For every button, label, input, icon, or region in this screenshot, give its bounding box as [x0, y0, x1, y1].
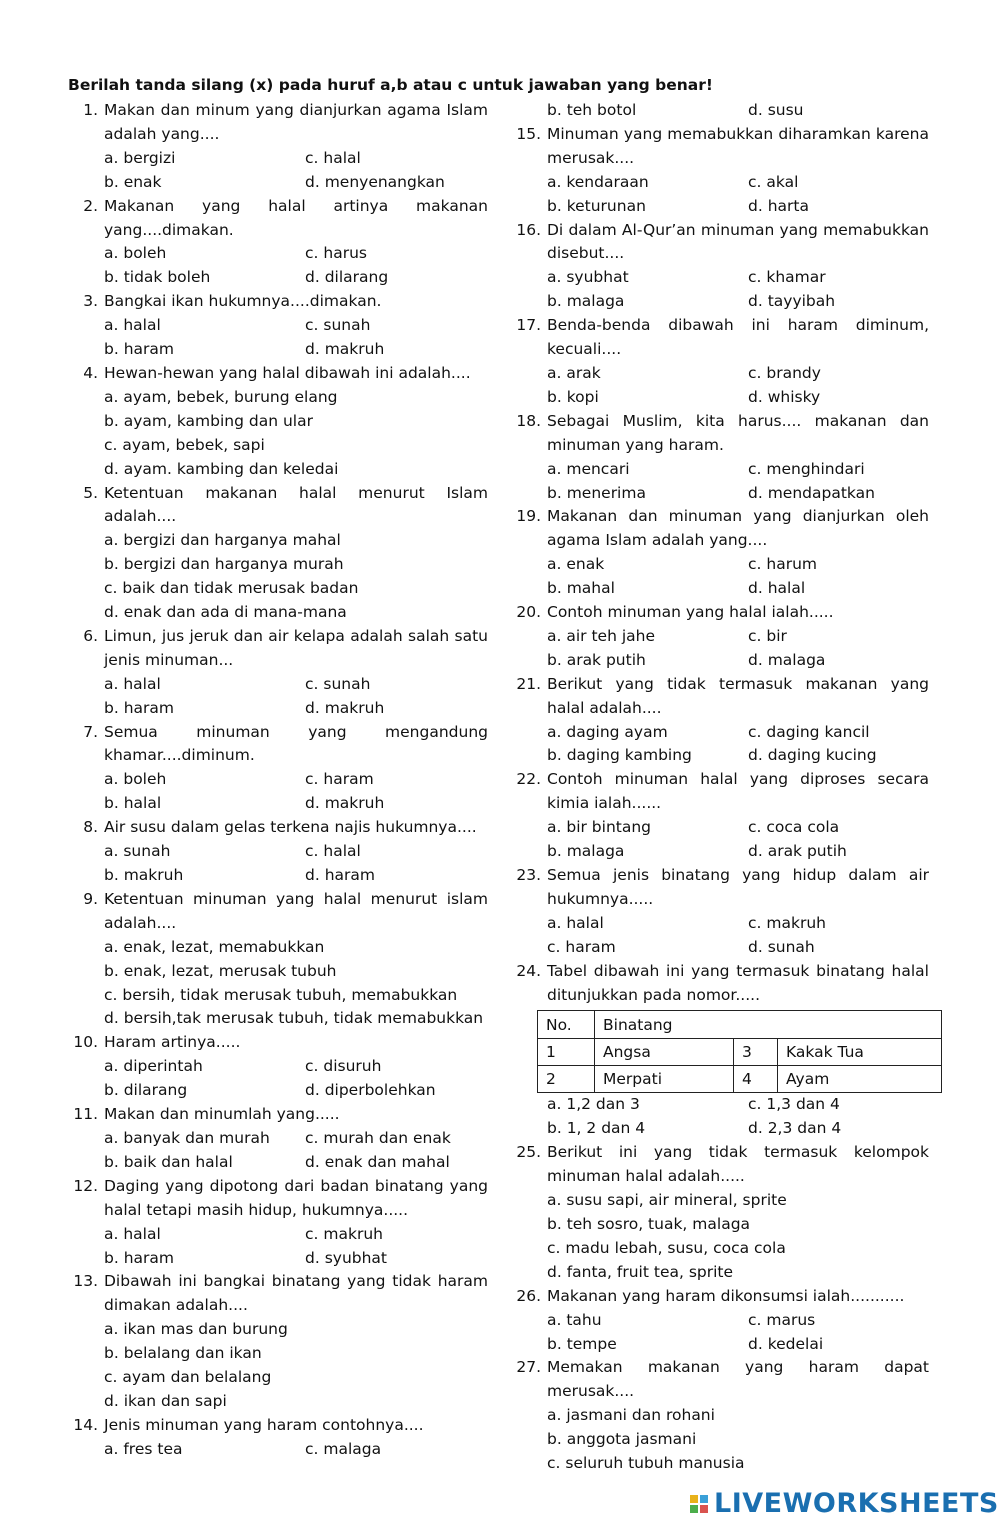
option-row: [547, 458, 929, 482]
left-column: [70, 99, 488, 1462]
option-row: [547, 840, 929, 864]
option-row: [547, 816, 929, 840]
question-text: Sebagai Muslim, kita harus.... makanan dan minuman yang haram.: [547, 411, 929, 454]
question: [513, 768, 929, 864]
question: [70, 816, 488, 888]
option-row: [547, 386, 929, 410]
option[interactable]: c. khamar: [748, 268, 826, 287]
option[interactable]: c. makruh: [305, 1224, 383, 1243]
option-row: [547, 171, 929, 195]
option-row: [104, 1247, 488, 1271]
question-number: 26.: [516, 1286, 541, 1305]
option-row: [104, 792, 488, 816]
option[interactable]: a. fres tea: [104, 1439, 183, 1458]
option[interactable]: b. baik dan halal: [104, 1152, 233, 1171]
option-row: [104, 171, 488, 195]
question: [70, 625, 488, 721]
option[interactable]: d. susu: [748, 101, 804, 119]
question: [70, 1103, 488, 1175]
question-number: 18.: [516, 411, 541, 430]
question-text: Tabel dibawah ini yang termasuk binatang halal ditunjukkan pada nomor.....: [547, 961, 929, 1004]
option[interactable]: d. ikan dan sapi: [104, 1391, 227, 1410]
option-row: [547, 912, 929, 936]
question: [513, 505, 929, 601]
option[interactable]: a. boleh: [104, 244, 167, 263]
table-cell: Kakak Tua: [778, 1039, 942, 1066]
question-text: Contoh minuman yang halal ialah.....: [547, 603, 834, 622]
question-number: 19.: [516, 507, 541, 526]
option[interactable]: d. syubhat: [305, 1248, 388, 1267]
table-header-cell: No.: [538, 1011, 595, 1039]
liveworksheets-logo-icon: [690, 1495, 708, 1513]
question: [70, 721, 488, 817]
question: [70, 290, 488, 362]
option-row: [547, 649, 929, 673]
right-column: [513, 99, 929, 1476]
option[interactable]: b. menerima: [547, 483, 646, 502]
option[interactable]: d. whisky: [748, 387, 821, 406]
question: [70, 1414, 488, 1462]
option[interactable]: c. disuruh: [305, 1057, 382, 1076]
option[interactable]: c. madu lebah, susu, coca cola: [547, 1238, 786, 1257]
option[interactable]: a. jasmani dan rohani: [547, 1406, 715, 1425]
option-row: [547, 577, 929, 601]
option-row: [547, 625, 929, 649]
option[interactable]: c. menghindari: [748, 459, 865, 478]
question: [70, 99, 488, 195]
question-number: 23.: [516, 866, 541, 884]
question-number: 5.: [83, 483, 98, 502]
option-list: [547, 1404, 929, 1476]
option[interactable]: c. malaga: [305, 1439, 382, 1458]
option[interactable]: d. enak dan ada di mana-mana: [104, 603, 347, 622]
question-text: Ketentuan makanan halal menurut Islam adalah....: [104, 483, 488, 526]
option[interactable]: a. banyak dan murah: [104, 1128, 270, 1147]
option[interactable]: c. akal: [748, 172, 799, 191]
option[interactable]: a. boleh: [104, 770, 167, 789]
option[interactable]: a. mencari: [547, 459, 630, 478]
question-number: 7.: [83, 722, 98, 741]
option[interactable]: c. halal: [305, 842, 361, 861]
question-text: Semua jenis binatang yang hidup dalam air hukumnya.....: [547, 866, 929, 908]
option[interactable]: a. syubhat: [547, 268, 629, 287]
question-text: Berikut yang tidak termasuk makanan yang halal adalah....: [547, 674, 929, 717]
option[interactable]: b. makruh: [104, 866, 184, 884]
option[interactable]: a. susu sapi, air mineral, sprite: [547, 1191, 787, 1210]
option[interactable]: d. halal: [748, 579, 806, 598]
option[interactable]: b. haram: [104, 1248, 174, 1267]
option-row: [547, 99, 929, 123]
option[interactable]: b. teh botol: [547, 101, 637, 119]
option[interactable]: d. bersih,tak merusak tubuh, tidak memabukkan: [104, 1009, 484, 1028]
option[interactable]: b. bergizi dan harganya murah: [104, 555, 344, 574]
option-row: [547, 1117, 929, 1141]
option[interactable]: b. anggota jasmani: [547, 1430, 697, 1449]
question-number: 27.: [516, 1358, 541, 1377]
question-text: Jenis minuman yang haram contohnya....: [104, 1415, 424, 1434]
option[interactable]: b. teh sosro, tuak, malaga: [547, 1214, 751, 1233]
option[interactable]: a. halal: [104, 1224, 161, 1243]
option[interactable]: a. bir bintang: [547, 818, 652, 837]
question-number: 6.: [83, 626, 98, 645]
option[interactable]: a. halal: [104, 316, 161, 335]
option[interactable]: b. halal: [104, 794, 162, 813]
question-text: Hewan-hewan yang halal dibawah ini adalah....: [104, 363, 471, 382]
option[interactable]: d. tayyibah: [748, 292, 836, 311]
question-text: Berikut ini yang tidak termasuk kelompok minuman halal adalah.....: [547, 1143, 929, 1186]
question: [513, 219, 929, 315]
question-number: 4.: [83, 363, 98, 382]
animal-table: [537, 1010, 942, 1093]
question-number: 21.: [516, 674, 541, 693]
option[interactable]: b. kopi: [547, 387, 599, 406]
table-cell: Merpati: [595, 1066, 734, 1093]
question-text: Limun, jus jeruk dan air kelapa adalah salah satu jenis minuman...: [104, 626, 488, 669]
option-row: [104, 673, 488, 697]
option[interactable]: a. bergizi dan harganya mahal: [104, 531, 341, 550]
option-row: [547, 721, 929, 745]
option-row: [104, 1127, 488, 1151]
question-number: 3.: [83, 292, 98, 311]
option[interactable]: c. seluruh tubuh manusia: [547, 1454, 745, 1473]
question: [70, 1270, 488, 1413]
option[interactable]: b. arak putih: [547, 650, 646, 669]
liveworksheets-logo: [690, 1488, 999, 1519]
option[interactable]: d. makruh: [305, 794, 385, 813]
option-row: [104, 266, 488, 290]
question-number: 10.: [73, 1033, 98, 1052]
option[interactable]: c. marus: [748, 1310, 816, 1329]
option[interactable]: a. arak: [547, 363, 601, 382]
option[interactable]: d. diperbolehkan: [305, 1081, 436, 1100]
option-row: [104, 1438, 488, 1462]
option[interactable]: b. haram: [104, 340, 174, 359]
question-text: Dibawah ini bangkai binatang yang tidak haram dimakan adalah....: [104, 1272, 488, 1315]
question: [70, 362, 488, 482]
question: [513, 601, 929, 673]
option[interactable]: c. halal: [305, 148, 361, 167]
option[interactable]: c. coca cola: [748, 818, 840, 837]
question-text: Di dalam Al-Qur’an minuman yang memabukkan disebut....: [547, 220, 929, 263]
option-row: [547, 482, 929, 506]
option[interactable]: c. bersih, tidak merusak tubuh, memabukkan: [104, 985, 458, 1004]
question-text: Semua minuman yang mengandung khamar....diminum.: [104, 722, 488, 765]
option[interactable]: a. halal: [104, 674, 161, 693]
option[interactable]: b. belalang dan ikan: [104, 1344, 262, 1363]
instruction-heading: Berilah tanda silang (x) pada huruf a,b atau c untuk jawaban yang benar!: [68, 76, 713, 94]
option[interactable]: a. daging ayam: [547, 722, 668, 741]
option[interactable]: d. makruh: [305, 698, 385, 717]
option[interactable]: b. tempe: [547, 1334, 617, 1353]
question-number: 11.: [73, 1105, 98, 1124]
option[interactable]: d. mendapatkan: [748, 483, 875, 502]
option[interactable]: d. enak dan mahal: [305, 1152, 450, 1171]
option[interactable]: c. sunah: [305, 316, 371, 335]
question-number: 15.: [516, 124, 541, 143]
question-text: Makanan dan minuman yang dianjurkan oleh agama Islam adalah yang....: [547, 507, 929, 550]
question-number: 25.: [516, 1143, 541, 1162]
question-number: 8.: [83, 818, 98, 837]
question-text: Haram artinya.....: [104, 1033, 241, 1052]
option-row: [104, 147, 488, 171]
option[interactable]: d. kedelai: [748, 1334, 824, 1353]
option-row: [104, 1055, 488, 1079]
option-row: [547, 362, 929, 386]
question: [513, 123, 929, 219]
question: [70, 482, 488, 625]
option[interactable]: a. kendaraan: [547, 172, 649, 191]
option[interactable]: c. bir: [748, 626, 787, 645]
option[interactable]: b. enak, lezat, merusak tubuh: [104, 961, 337, 980]
question: [70, 195, 488, 291]
table-cell: Ayam: [778, 1066, 942, 1093]
option[interactable]: b. mahal: [547, 579, 615, 598]
question-text: Makan dan minumlah yang.....: [104, 1105, 340, 1124]
option[interactable]: a. sunah: [104, 842, 171, 861]
option-row: [547, 1333, 929, 1357]
question-number: 1.: [83, 101, 98, 119]
option-row: [547, 1093, 929, 1117]
option[interactable]: d. ayam. kambing dan keledai: [104, 459, 339, 478]
option[interactable]: a. enak: [547, 555, 605, 574]
question-text: Ketentuan minuman yang halal menurut islam adalah....: [104, 889, 488, 932]
option[interactable]: d. harta: [748, 196, 809, 215]
question: [70, 1175, 488, 1271]
option[interactable]: c. brandy: [748, 363, 821, 382]
question: [513, 314, 929, 410]
option[interactable]: b. dilarang: [104, 1081, 188, 1100]
question-text: Makanan yang halal artinya makanan yang....dimakan.: [104, 196, 488, 239]
option[interactable]: a. halal: [547, 913, 604, 932]
option[interactable]: d. 2,3 dan 4: [748, 1119, 842, 1138]
option-row: [104, 338, 488, 362]
option[interactable]: b. malaga: [547, 842, 625, 861]
option-row: [104, 314, 488, 338]
option[interactable]: c. 1,3 dan 4: [748, 1095, 840, 1114]
question-number: 9.: [83, 889, 98, 908]
question-number: 12.: [73, 1176, 98, 1195]
option[interactable]: c. ayam, bebek, sapi: [104, 435, 265, 454]
option-list: [104, 529, 488, 625]
option-row: [547, 290, 929, 314]
right-question-list: [513, 123, 929, 960]
option[interactable]: c. haram: [305, 770, 374, 789]
option-row: [547, 936, 929, 960]
option-row: [104, 1079, 488, 1103]
option[interactable]: c. daging kancil: [748, 722, 870, 741]
table-cell: 2: [538, 1066, 595, 1093]
question-26: [513, 1285, 929, 1357]
question: [70, 888, 488, 1031]
question-24: [513, 960, 929, 1142]
option[interactable]: d. daging kucing: [748, 746, 877, 765]
table-row: [538, 1039, 942, 1066]
option[interactable]: c. sunah: [305, 674, 371, 693]
option[interactable]: c. haram: [547, 937, 616, 956]
option[interactable]: a. ikan mas dan burung: [104, 1320, 288, 1339]
option[interactable]: c. makruh: [748, 913, 826, 932]
question-number: 16.: [516, 220, 541, 239]
question: [513, 410, 929, 506]
question: [70, 1031, 488, 1103]
option-row: [104, 1223, 488, 1247]
question-number: 22.: [516, 770, 541, 789]
option-list: [104, 386, 488, 482]
question-number: 20.: [516, 603, 541, 622]
question: [513, 673, 929, 769]
option[interactable]: d. haram: [305, 866, 375, 884]
question-text: Daging yang dipotong dari badan binatang yang halal tetapi masih hidup, hukumnya.....: [104, 1176, 488, 1219]
option-row: [104, 242, 488, 266]
table-header-cell: Binatang: [595, 1011, 942, 1039]
option[interactable]: a. diperintah: [104, 1057, 203, 1076]
question-text: Contoh minuman halal yang diproses secara kimia ialah......: [547, 770, 929, 813]
question-text: Air susu dalam gelas terkena najis hukumnya....: [104, 818, 477, 837]
question-text: Minuman yang memabukkan diharamkan karena merusak....: [547, 124, 929, 167]
logo-text: LIVEWORKSHEETS: [714, 1488, 999, 1519]
question-14-continued: [513, 99, 929, 123]
option-list: [104, 936, 488, 1032]
option[interactable]: b. ayam, kambing dan ular: [104, 411, 313, 430]
option[interactable]: d. dilarang: [305, 268, 389, 287]
table-cell: 1: [538, 1039, 595, 1066]
option[interactable]: a. tahu: [547, 1310, 602, 1329]
option[interactable]: c. ayam dan belalang: [104, 1368, 272, 1387]
question-number: 17.: [516, 316, 541, 335]
question-text: Memakan makanan yang haram dapat merusak....: [547, 1358, 929, 1401]
option[interactable]: d. fanta, fruit tea, sprite: [547, 1262, 734, 1281]
option[interactable]: d. menyenangkan: [305, 172, 445, 191]
question-number: 2.: [83, 196, 98, 215]
option[interactable]: b. haram: [104, 698, 174, 717]
option[interactable]: a. 1,2 dan 3: [547, 1095, 640, 1114]
option-list: [547, 1189, 929, 1285]
option-row: [104, 697, 488, 721]
option-row: [104, 840, 488, 864]
question-text: Benda-benda dibawah ini haram diminum, kecuali....: [547, 316, 929, 359]
question-text: Makanan yang haram dikonsumsi ialah...........: [547, 1286, 905, 1305]
table-cell: Angsa: [595, 1039, 734, 1066]
question-number: 13.: [73, 1272, 98, 1291]
table-cell: 3: [734, 1039, 778, 1066]
option-row: [547, 266, 929, 290]
option[interactable]: c. baik dan tidak merusak badan: [104, 579, 359, 598]
option[interactable]: c. murah dan enak: [305, 1128, 451, 1147]
option[interactable]: a. air teh jahe: [547, 626, 655, 645]
option[interactable]: a. ayam, bebek, burung elang: [104, 387, 338, 406]
option[interactable]: d. arak putih: [748, 842, 847, 861]
option-row: [104, 1151, 488, 1175]
question: [513, 864, 929, 960]
table-cell: 4: [734, 1066, 778, 1093]
question-text: Makan dan minum yang dianjurkan agama Islam adalah yang....: [104, 101, 488, 143]
option[interactable]: b. keturunan: [547, 196, 646, 215]
option[interactable]: b. tidak boleh: [104, 268, 211, 287]
question-text: Bangkai ikan hukumnya....dimakan.: [104, 292, 382, 311]
option-list: [104, 1318, 488, 1414]
option[interactable]: c. harum: [748, 555, 817, 574]
question-25: [513, 1141, 929, 1284]
option-row: [547, 744, 929, 768]
option[interactable]: a. bergizi: [104, 148, 176, 167]
question-number: 24.: [516, 961, 541, 980]
option-row: [547, 1309, 929, 1333]
question-27: [513, 1356, 929, 1476]
option[interactable]: b. daging kambing: [547, 746, 692, 765]
option[interactable]: d. makruh: [305, 340, 385, 359]
option[interactable]: d. malaga: [748, 650, 826, 669]
option[interactable]: b. enak: [104, 172, 162, 191]
option-row: [547, 195, 929, 219]
option[interactable]: a. enak, lezat, memabukkan: [104, 937, 325, 956]
option[interactable]: d. sunah: [748, 937, 815, 956]
option[interactable]: c. harus: [305, 244, 367, 263]
option[interactable]: b. malaga: [547, 292, 625, 311]
option-row: [104, 768, 488, 792]
table-header-row: [538, 1011, 942, 1039]
table-row: [538, 1066, 942, 1093]
option-row: [104, 864, 488, 888]
option[interactable]: b. 1, 2 dan 4: [547, 1119, 646, 1138]
option-row: [547, 553, 929, 577]
question-number: 14.: [73, 1415, 98, 1434]
